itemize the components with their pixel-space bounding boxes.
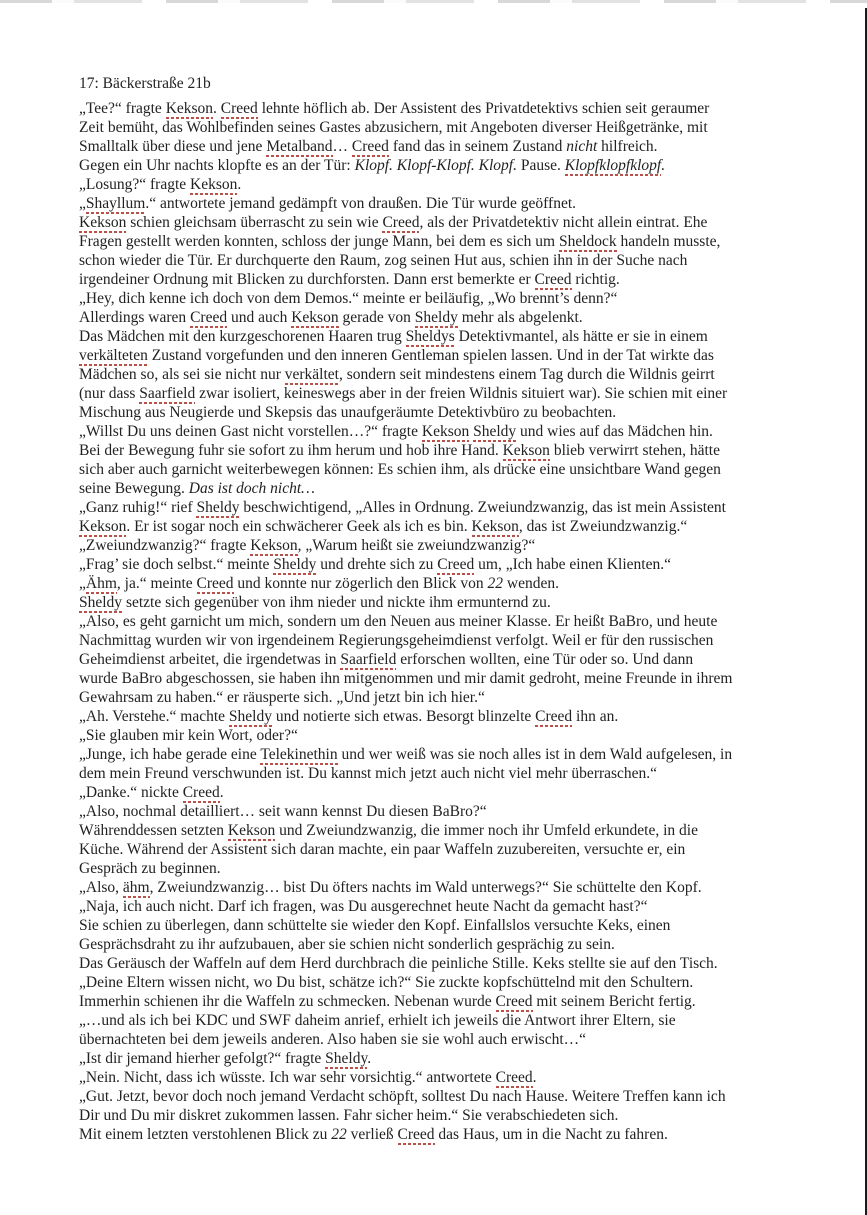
misspelled-word: Creed [351,138,389,155]
misspelled-word: Sheldy [325,1050,368,1067]
text-line: Mischung aus Neugierde und Skepsis das unaufgeräumte Detektivbüro zu beobachten. [79,404,617,421]
text-line: Kekson. Er ist sogar noch ein schwächerer Geek als ich es bin. Kekson, das ist Zweiundzwanzig.“ [79,518,688,535]
misspelled-word: Kekson [291,309,339,326]
misspelled-word: Creed [495,1069,533,1086]
misspelled-word: Creed [196,575,234,592]
text-line: „Naja, ich auch nicht. Darf ich fragen, was Du ausgerechnet heute Nacht da gemacht hast?“ [79,898,648,915]
text-line: Kekson schien gleichsam überrascht zu sein wie Creed, als der Privatdetektiv nicht allein eintrat. Ehe [79,214,708,231]
misspelled-word: Kekson [471,518,519,535]
text-line: „Ist dir jemand hierher gefolgt?“ fragte Sheldy. [79,1050,372,1067]
misspelled-word: Kekson [165,100,214,117]
text-line: „Danke.“ nickte Creed. [79,784,224,801]
text-line: Sie schien zu überlegen, dann schüttelte sie wieder den Kopf. Einfallslos versuchte Keks, einen [79,917,671,934]
text-line: Fragen gestellt werden konnten, schloss der junge Mann, bei dem es sich um Sheldock handeln musste, [79,233,721,250]
misspelled-word: Sheldys [405,328,455,345]
misspelled-word: Metalband [266,138,333,155]
text-line: „Tee?“ fragte Kekson. Creed lehnte höflich ab. Der Assistent des Privatdetektivs schien seit geraumer [79,100,710,117]
text-line: Allerdings waren Creed und auch Kekson gerade von Sheldy mehr als abgelenkt. [79,309,583,326]
misspelled-word: Saarfield [139,385,196,402]
misspelled-word: Kekson [227,822,276,839]
misspelled-word: Creed [437,556,475,573]
text-line: „Ganz ruhig!“ rief Sheldy beschwichtigend, „Alles in Ordnung. Zweiundzwanzig, das ist mein Assistent [79,499,726,516]
text-line: dem mein Freund verschwunden ist. Du kannst mich jetzt auch nicht viel mehr überraschen.“ [79,765,658,782]
page-top-edge [0,0,867,3]
text-line: „Losung?“ fragte Kekson. [79,176,242,193]
misspelled-word: Kekson [79,214,127,231]
misspelled-word: Creed [534,271,572,288]
text-line: sich aber auch garnicht weiterbewegen können: Es schien ihm, als drücke eine unsichtbare Wand gegen [79,461,721,478]
text-line: Bei der Bewegung fuhr sie sofort zu ihm herum und hob ihre Hand. Kekson blieb verwirrt stehen, hätte [79,442,720,459]
misspelled-word: ähm [122,879,150,896]
text-line: „Junge, ich habe gerade eine Telekinethin und wer weiß was sie noch alles ist in dem Wald aufgelesen, in [79,746,733,763]
misspelled-word: Creed [190,309,228,326]
misspelled-word: Kekson [421,423,470,440]
body-lines [79,99,825,1144]
text-line: „Deine Eltern wissen nicht, wo Du bist, schätze ich?“ Sie zuckte kopfschüttelnd mit den Schultern. [79,974,694,991]
text-line: Immerhin schienen ihr die Waffeln zu schmecken. Nebenan wurde Creed mit seinem Bericht fertig. [79,993,696,1010]
text-line: Sheldy setzte sich gegenüber von ihm nieder und nickte ihm ermunternd zu. [79,594,551,611]
text-line: „Zweiundzwanzig?“ fragte Kekson, „Warum heißt sie zweiundzwanzig?“ [79,537,536,554]
misspelled-word: Creed [182,784,220,801]
misspelled-word: Saarfield [340,651,397,668]
text-line: Geheimdienst arbeitet, die irgendetwas in Saarfield erforschen wollten, eine Tür oder so. Und dann [79,651,694,668]
text-line: Smalltalk über diese und jene Metalband… Creed fand das in seinem Zustand nicht hilfreich. [79,138,658,155]
misspelled-word: verkältet [284,366,339,383]
text-line: Zeit bemüht, das Wohlbefinden seines Gastes abzusichern, mit Angeboten diverser Heißgetränke, mit [79,119,708,136]
text-line: „Ah. Verstehe.“ machte Sheldy und notierte sich etwas. Besorgt blinzelte Creed ihn an. [79,708,619,725]
misspelled-word: Creed [495,993,533,1010]
text-line: verkälteten Zustand vorgefunden und den inneren Gentleman spielen lassen. Und in der Tat wirkte das [79,347,714,364]
misspelled-word: Kekson [190,176,238,193]
text-line: Währenddessen setzten Kekson und Zweiundzwanzig, die immer noch ihr Umfeld erkundete, in die [79,822,698,839]
misspelled-word: Klopfklopfklopf [564,157,662,174]
text-line: Nachmittag wurden wir von irgendeinem Regierungsgeheimdienst verfolgt. Weil er für den russischen [79,632,714,649]
misspelled-word: Sheldy [196,499,240,516]
text-line: „Ähm, ja.“ meinte Creed und konnte nur zögerlich den Blick von 22 wenden. [79,575,559,592]
misspelled-word: Sheldy [228,708,272,725]
text-line: Das Mädchen mit den kurzgeschorenen Haaren trug Sheldys Detektivmantel, als hätte er sie in einem [79,328,708,345]
misspelled-word: Creed [397,1126,435,1143]
misspelled-word: Kekson [79,518,127,535]
text-line: Dir und Du mir diskret zukommen lassen. Fahr sicher heim.“ Sie verabschiedeten sich. [79,1107,619,1124]
misspelled-word: Sheldy [273,556,317,573]
document-text [79,74,825,1144]
text-line: „Also, es geht garnicht um mich, sondern um den Neuen aus meiner Klasse. Er heißt BaBro, und heute [79,613,718,630]
text-line: irgendeiner Ordnung mit Blicken zu durchforsten. Dann erst bemerkte er Creed richtig. [79,271,620,288]
text-line: „Hey, dich kenne ich doch von dem Demos.“ meinte er beiläufig, „Wo brennt’s denn?“ [79,290,618,307]
text-line: „Also, ähm, Zweiundzwanzig… bist Du öfters nachts im Wald unterwegs?“ Sie schüttelte den Kopf. [79,879,702,896]
text-line: (nur dass Saarfield zwar isoliert, keineswegs aber in der freien Wildnis situiert war). Sie schien mit einer [79,385,728,402]
text-line: „…und als ich bei KDC und SWF daheim anrief, erhielt ich jeweils die Antwort ihrer Eltern, sie [79,1012,676,1029]
text-line: Das Geräusch der Waffeln auf dem Herd durchbrach die peinliche Stille. Keks stellte sie auf den Tisch. [79,955,718,972]
text-line: wurde BaBro abgeschossen, sie haben ihn mitgenommen und mir damit gedroht, meine Freunde in ihrem [79,670,733,687]
text-line: übernachteten bei dem jeweils anderen. Also haben sie sie wohl auch erwischt…“ [79,1031,587,1048]
text-line: „Sie glauben mir kein Wort, oder?“ [79,727,298,744]
text-line: Gewahrsam zu haben.“ er räusperte sich. „Und jetzt bin ich hier.“ [79,689,485,706]
text-line: Küche. Während der Assistent sich daran machte, ein paar Waffeln zuzubereiten, versuchte er, ein [79,841,686,858]
text-line: Gesprächsdraht zu ihr aufzubauen, aber sie schien nicht sonderlich gesprächig zu sein. [79,936,615,953]
misspelled-word: Sheldock [558,233,617,250]
misspelled-word: Shayllum [85,195,146,212]
misspelled-word: Ähm [85,575,117,592]
misspelled-word: Creed [535,708,573,725]
text-line: schon wieder die Tür. Er durchquerte den Raum, zog seinen Hut aus, schien ihn in der Suche nach [79,252,688,269]
misspelled-word: Telekinethin [260,746,338,763]
text-line: Mit einem letzten verstohlenen Blick zu 22 verließ Creed das Haus, um in die Nacht zu fahren. [79,1126,668,1143]
misspelled-word: Sheldy [414,309,458,326]
text-line: Gegen ein Uhr nachts klopfte es an der Tür: Klopf. Klopf-Klopf. Klopf. Pause. Klopfklopfklopf. [79,157,666,174]
chapter-title: 17: Bäckerstraße 21b [79,75,211,92]
text-line: „Willst Du uns deinen Gast nicht vorstellen…?“ fragte Kekson Sheldy und wies auf das Mädchen hin. [79,423,713,440]
text-line: seine Bewegung. Das ist doch nicht… [79,480,315,497]
text-line: „Shayllum.“ antwortete jemand gedämpft von draußen. Die Tür wurde geöffnet. [79,195,577,212]
text-line: „Also, nochmal detailliert… seit wann kennst Du diesen BaBro?“ [79,803,487,820]
text-line: „Nein. Nicht, dass ich wüsste. Ich war sehr vorsichtig.“ antwortete Creed. [79,1069,537,1086]
text-line: „Gut. Jetzt, bevor doch noch jemand Verdacht schöpft, solltest Du nach Hause. Weitere Treffen kann ich [79,1088,726,1105]
text-line: Gespräch zu beginnen. [79,860,221,877]
misspelled-word: Sheldy [79,594,123,611]
misspelled-word: Sheldy [473,423,517,440]
misspelled-word: Kekson [250,537,298,554]
text-line: Mädchen so, als sei sie nicht nur verkältet, sondern seit mindestens einem Tag durch die Wildnis geirrt [79,366,715,383]
misspelled-word: Creed [382,214,420,231]
misspelled-word: verkälteten [79,347,148,364]
misspelled-word: Kekson [502,442,550,459]
misspelled-word: Creed [220,100,258,117]
text-line: „Frag’ sie doch selbst.“ meinte Sheldy und drehte sich zu Creed um, „Ich habe einen Klienten.“ [79,556,671,573]
